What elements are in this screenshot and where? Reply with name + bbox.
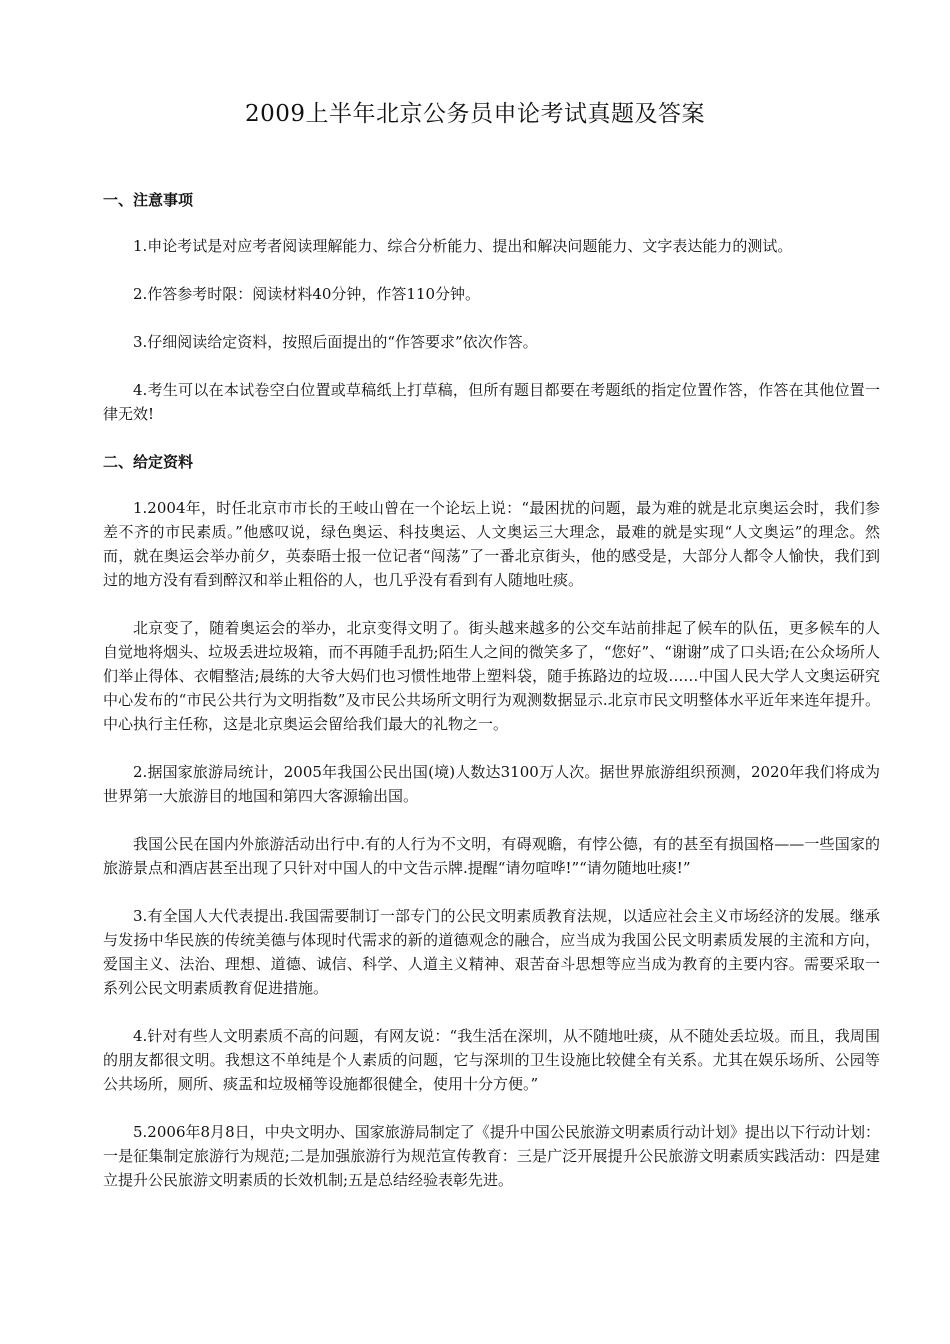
paragraph: 1.申论考试是对应考者阅读理解能力、综合分析能力、提出和解决问题能力、文字表达能力的测试。 [133, 237, 793, 255]
section-heading: 一、注意事项 [103, 191, 194, 209]
document-title: 2009上半年北京公务员申论考试真题及答案 [244, 101, 706, 127]
paragraph: 5.2006年8月8日，中央文明办、国家旅游局制定了《提升中国公民旅游文明素质行动计划》提出以下行动计划：一是征集制定旅游行为规范;二是加强旅游行为规范宣传教育：三是广泛开展提升公民旅游文明素质实践活动：四是建立提升公民旅游文明素质的长效机制;五是总结经验表彰先进。 [103, 1123, 880, 1189]
section-materials [103, 450, 880, 1192]
document-body [103, 188, 880, 1216]
paragraph: 2.作答参考时限：阅读材料40分钟，作答110分钟。 [133, 285, 481, 303]
paragraph: 3.仔细阅读给定资料，按照后面提出的“作答要求”依次作答。 [133, 333, 538, 351]
paragraph: 北京变了，随着奥运会的举办，北京变得文明了。街头越来越多的公交车站前排起了候车的队伍，更多候车的人自觉地将烟头、垃圾丢进垃圾箱，而不再随手乱扔;陌生人之间的微笑多了，“您好”、“谢谢”成了口头语;在公众场所人们举止得体、衣帽整洁;晨练的大爷大妈们也习惯性地带上塑料袋，随手拣路边的垃圾……中国人民大学人文奥运研究中心发布的“市民公共行为文明指数”及市民公共场所文明行为观测数据显示.北京市民文明整体水平近年来连年提升。中心执行主任称，这是北京奥运会留给我们最大的礼物之一。 [103, 619, 880, 733]
section-heading: 二、给定资料 [103, 453, 194, 471]
paragraph: 4.考生可以在本试卷空白位置或草稿纸上打草稿，但所有题目都要在考题纸的指定位置作答，作答在其他位置一律无效! [103, 381, 880, 423]
paragraph: 我国公民在国内外旅游活动出行中.有的人行为不文明，有碍观瞻，有悖公德，有的甚至有损国格——一些国家的旅游景点和酒店甚至出现了只针对中国人的中文告示牌.提醒“请勿喧哗!”“请勿随地吐痰!” [103, 835, 880, 877]
paragraph: 4.针对有些人文明素质不高的问题，有网友说：“我生活在深圳，从不随地吐痰，从不随处丢垃圾。而且，我周围的朋友都很文明。我想这不单纯是个人素质的问题，它与深圳的卫生设施比较健全有关系。尤其在娱乐场所、公园等公共场所，厕所、痰盂和垃圾桶等设施都很健全，使用十分方便。” [103, 1027, 880, 1093]
section-notes [103, 188, 880, 426]
paragraph: 3.有全国人大代表提出.我国需要制订一部专门的公民文明素质教育法规，以适应社会主义市场经济的发展。继承与发扬中华民族的传统美德与体现时代需求的新的道德观念的融合，应当成为我国公民文明素质发展的主流和方向，爱国主义、法治、理想、道德、诚信、科学、人道主义精神、艰苦奋斗思想等应当成为教育的主要内容。需要采取一系列公民文明素质教育促进措施。 [103, 907, 880, 997]
paragraph: 1.2004年，时任北京市市长的王岐山曾在一个论坛上说：“最困扰的问题，最为难的就是北京奥运会时，我们参差不齐的市民素质。”他感叹说，绿色奥运、科技奥运、人文奥运三大理念，最难的就是实现“人文奥运”的理念。然而，就在奥运会举办前夕，英泰晤士报一位记者“闯荡”了一番北京街头，他的感受是，大部分人都令人愉快，我们到过的地方没有看到醉汉和举止粗俗的人，也几乎没有看到有人随地吐痰。 [103, 499, 880, 589]
paragraph: 2.据国家旅游局统计，2005年我国公民出国(境)人数达3100万人次。据世界旅游组织预测，2020年我们将成为世界第一大旅游目的地国和第四大客源输出国。 [103, 763, 880, 805]
